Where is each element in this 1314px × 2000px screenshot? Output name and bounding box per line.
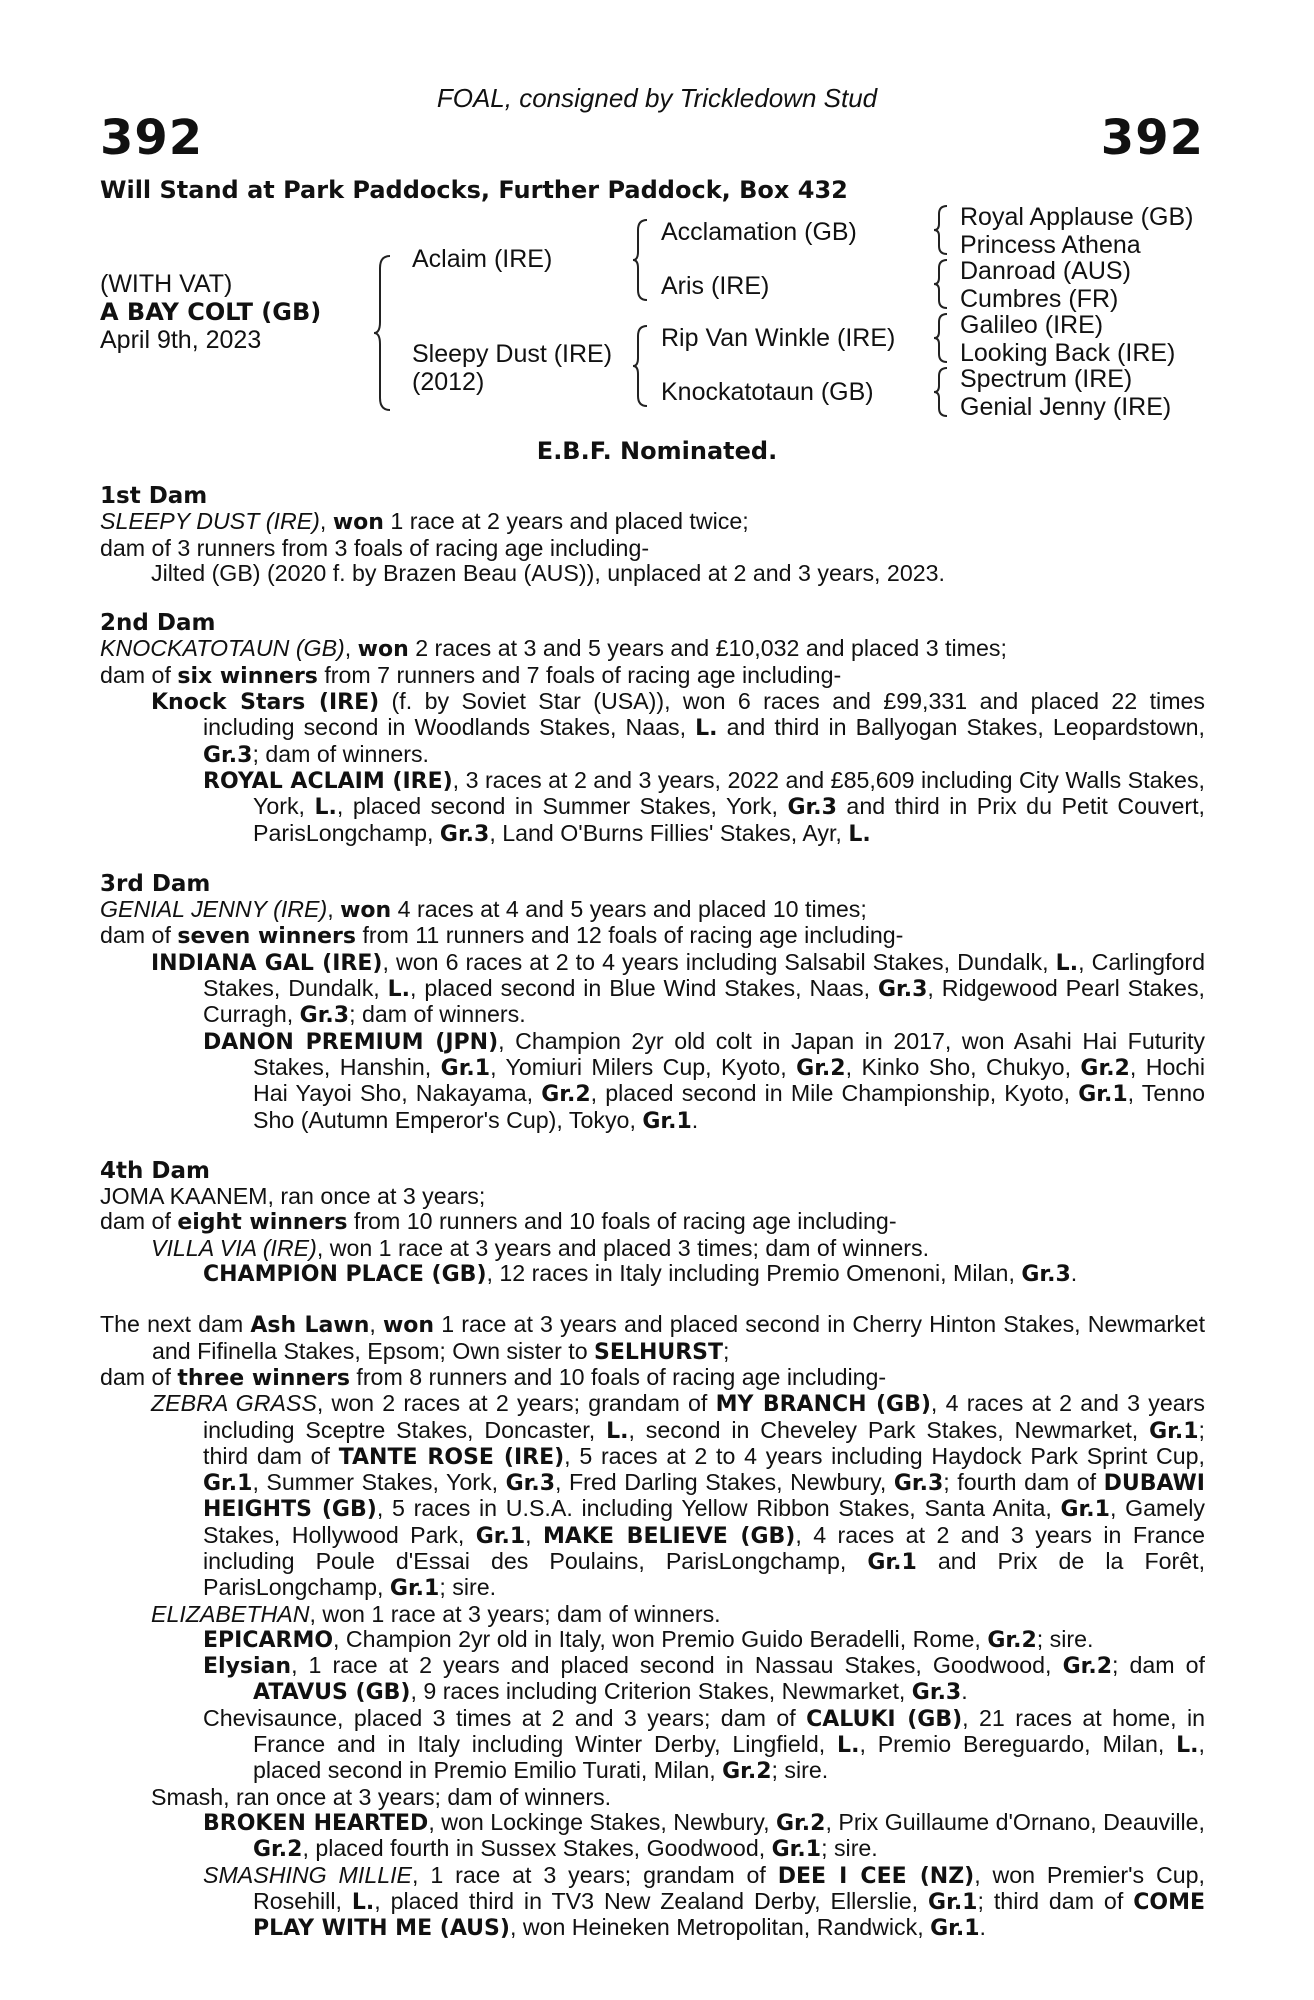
pedigree-entry: Jilted (GB) (2020 f. by Brazen Beau (AUS)), unplaced at 2 and 3 years, 2023. bbox=[151, 559, 945, 586]
pedigree-entry: KNOCKATOTAUN (GB), won 2 races at 3 and 5 years and £10,032 and placed 3 times; bbox=[100, 635, 1007, 663]
pedigree-entry: VILLA VIA (IRE), won 1 race at 3 years and placed 3 times; dam of winners. bbox=[151, 1234, 930, 1261]
foaling-date: April 9th, 2023 bbox=[100, 326, 262, 354]
pedigree-entry: DANON PREMIUM (JPN), Champion 2yr old colt in Japan in 2017, won Asahi Hai Futurity Stakes, Hanshin, Gr.1, Yomiuri Milers Cup, Kyoto, Gr.2, Kinko Sho, Chukyo, Gr.2, Hochi Hai Yayoi Sho, Nakayama, Gr.2, placed second in Mile Championship, Kyoto, Gr.1, Tenno Sho (Autumn Emperor's Cup), Tokyo, Gr.1. bbox=[203, 1027, 1205, 1134]
pedigree-entry: INDIANA GAL (IRE), won 6 races at 2 to 4 years including Salsabil Stakes, Dundalk, L., Carlingford Stakes, Dundalk, L., placed second in Blue Wind Stakes, Naas, Gr.3, Ridgewood Pearl Stakes, Curragh, Gr.3; dam of winners. bbox=[151, 948, 1205, 1029]
pedigree-entry: EPICARMO, Champion 2yr old in Italy, won Premio Guido Beradelli, Rome, Gr.2; sire. bbox=[203, 1625, 1094, 1653]
sire: Aclaim (IRE) bbox=[412, 245, 553, 273]
dam-section bbox=[100, 1159, 1205, 1287]
lot-number-left: 392 bbox=[100, 110, 204, 166]
pedigree-entry: dam of seven winners from 11 runners and 12 foals of racing age including- bbox=[100, 922, 904, 950]
brace-5 bbox=[932, 258, 952, 310]
dam-sire: Rip Van Winkle (IRE) bbox=[661, 324, 896, 352]
pedigree-entry: dam of three winners from 8 runners and 10 foals of racing age including- bbox=[100, 1363, 887, 1391]
grandparent-5: Galileo (IRE) bbox=[960, 311, 1104, 339]
brace-2 bbox=[631, 218, 651, 302]
dam-year: (2012) bbox=[412, 368, 485, 396]
grandparent-8: Genial Jenny (IRE) bbox=[960, 393, 1172, 421]
pedigree-entry: Knock Stars (IRE) (f. by Soviet Star (USA)), won 6 races and £99,331 and placed 22 times including second in Woodlands Stakes, Naas, L. and third in Ballyogan Stakes, Leopardstown, Gr.3; dam of winners. bbox=[151, 688, 1205, 768]
brace-4 bbox=[932, 204, 952, 256]
pedigree-entry: ELIZABETHAN, won 1 race at 3 years; dam of winners. bbox=[151, 1600, 721, 1627]
pedigree-entry: BROKEN HEARTED, won Lockinge Stakes, Newbury, Gr.2, Prix Guillaume d'Ornano, Deauville, Gr.2, placed fourth in Sussex Stakes, Goodwood, Gr.1; sire. bbox=[203, 1808, 1205, 1863]
pedigree-entry: ZEBRA GRASS, won 2 races at 2 years; grandam of MY BRANCH (GB), 4 races at 2 and 3 years including Sceptre Stakes, Doncaster, L., second in Cheveley Park Stakes, Newmarket, Gr.1; third dam of TANTE ROSE (IRE), 5 races at 2 to 4 years including Haydock Park Sprint Cup, Gr.1, Summer Stakes, York, Gr.3, Fred Darling Stakes, Newbury, Gr.3; fourth dam of DUBAWI HEIGHTS (GB), 5 races in U.S.A. including Yellow Ribbon Stakes, Santa Anita, Gr.1, Gamely Stakes, Hollywood Park, Gr.1, MAKE BELIEVE (GB), 4 races at 2 and 3 years in France including Poule d'Essai des Poulains, ParisLongchamp, Gr.1 and Prix de la Forêt, ParisLongchamp, Gr.1; sire. bbox=[151, 1390, 1206, 1602]
lot-number-right: 392 bbox=[1100, 110, 1204, 166]
ebf-nominated: E.B.F. Nominated. bbox=[536, 437, 778, 465]
grandparent-6: Looking Back (IRE) bbox=[960, 339, 1176, 367]
sire-dam: Aris (IRE) bbox=[661, 272, 770, 300]
pedigree-entry: CHAMPION PLACE (GB), 12 races in Italy including Premio Omenoni, Milan, Gr.3. bbox=[203, 1260, 1078, 1288]
pedigree-entry: Smash, ran once at 3 years; dam of winners. bbox=[151, 1783, 612, 1810]
pedigree-entry: dam of eight winners from 10 runners and 10 foals of racing age including- bbox=[100, 1208, 897, 1236]
catalogue-body bbox=[100, 484, 1205, 1941]
horse-name: A BAY COLT (GB) bbox=[100, 298, 322, 326]
dam-section bbox=[100, 611, 1205, 847]
grandparent-3: Danroad (AUS) bbox=[960, 257, 1131, 285]
pedigree-entry: JOMA KAANEM, ran once at 3 years; bbox=[100, 1183, 486, 1210]
pedigree-entry: ROYAL ACLAIM (IRE), 3 races at 2 and 3 years, 2022 and £85,609 including City Walls Stakes, York, L., placed second in Summer Stakes, York, Gr.3 and third in Prix du Petit Couvert, ParisLongchamp, Gr.3, Land O'Burns Fillies' Stakes, Ayr, L. bbox=[203, 766, 1205, 847]
grandparent-1: Royal Applause (GB) bbox=[960, 203, 1194, 231]
dam-section bbox=[100, 872, 1205, 1134]
section-heading: 1st Dam bbox=[100, 483, 208, 509]
pedigree-entry: Elysian, 1 race at 2 years and placed second in Nassau Stakes, Goodwood, Gr.2; dam of ATAVUS (GB), 9 races including Criterion Stakes, Newmarket, Gr.3. bbox=[203, 1652, 1205, 1706]
dam: Sleepy Dust (IRE) bbox=[412, 340, 613, 368]
brace-7 bbox=[932, 366, 952, 418]
brace-3 bbox=[631, 324, 651, 408]
sire-sire: Acclamation (GB) bbox=[661, 218, 857, 246]
section-heading: 4th Dam bbox=[100, 1157, 210, 1184]
section-heading: 2nd Dam bbox=[100, 610, 216, 637]
dam-section bbox=[100, 1312, 1205, 1941]
vat-note: (WITH VAT) bbox=[100, 270, 233, 298]
pedigree-entry: SMASHING MILLIE, 1 race at 3 years; grandam of DEE I CEE (NZ), won Premier's Cup, Rosehill, L., placed third in TV3 New Zealand Derby, Ellerslie, Gr.1; third dam of COME PLAY WITH ME (AUS), won Heineken Metropolitan, Randwick, Gr.1. bbox=[203, 1861, 1205, 1942]
grandparent-4: Cumbres (FR) bbox=[960, 285, 1119, 313]
dam-dam: Knockatotaun (GB) bbox=[661, 378, 874, 406]
dam-section bbox=[100, 484, 1205, 586]
section-heading: 3rd Dam bbox=[100, 870, 211, 897]
pedigree-entry: SLEEPY DUST (IRE), won 1 race at 2 years and placed twice; bbox=[100, 508, 749, 536]
brace-1 bbox=[372, 254, 396, 412]
grandparent-7: Spectrum (IRE) bbox=[960, 365, 1133, 393]
brace-6 bbox=[932, 312, 952, 364]
pedigree-entry: Chevisaunce, placed 3 times at 2 and 3 years; dam of CALUKI (GB), 21 races at home, in France and in Italy including Winter Derby, Lingfield, L., Premio Bereguardo, Milan, L., placed second in Premio Emilio Turati, Milan, Gr.2; sire. bbox=[203, 1704, 1205, 1785]
stand-location: Will Stand at Park Paddocks, Further Paddock, Box 432 bbox=[100, 176, 848, 204]
pedigree-entry: dam of six winners from 7 runners and 7 foals of racing age including- bbox=[100, 661, 842, 689]
pedigree-entry: dam of 3 runners from 3 foals of racing age including- bbox=[100, 534, 650, 561]
pedigree-entry: The next dam Ash Lawn, won 1 race at 3 years and placed second in Cherry Hinton Stakes, Newmarket and Fifinella Stakes, Epsom; Own sister to SELHURST; bbox=[100, 1311, 1206, 1365]
consignment-line: FOAL, consigned by Trickledown Stud bbox=[436, 83, 878, 113]
pedigree-entry: GENIAL JENNY (IRE), won 4 races at 4 and 5 years and placed 10 times; bbox=[100, 896, 867, 924]
grandparent-2: Princess Athena bbox=[960, 231, 1141, 259]
